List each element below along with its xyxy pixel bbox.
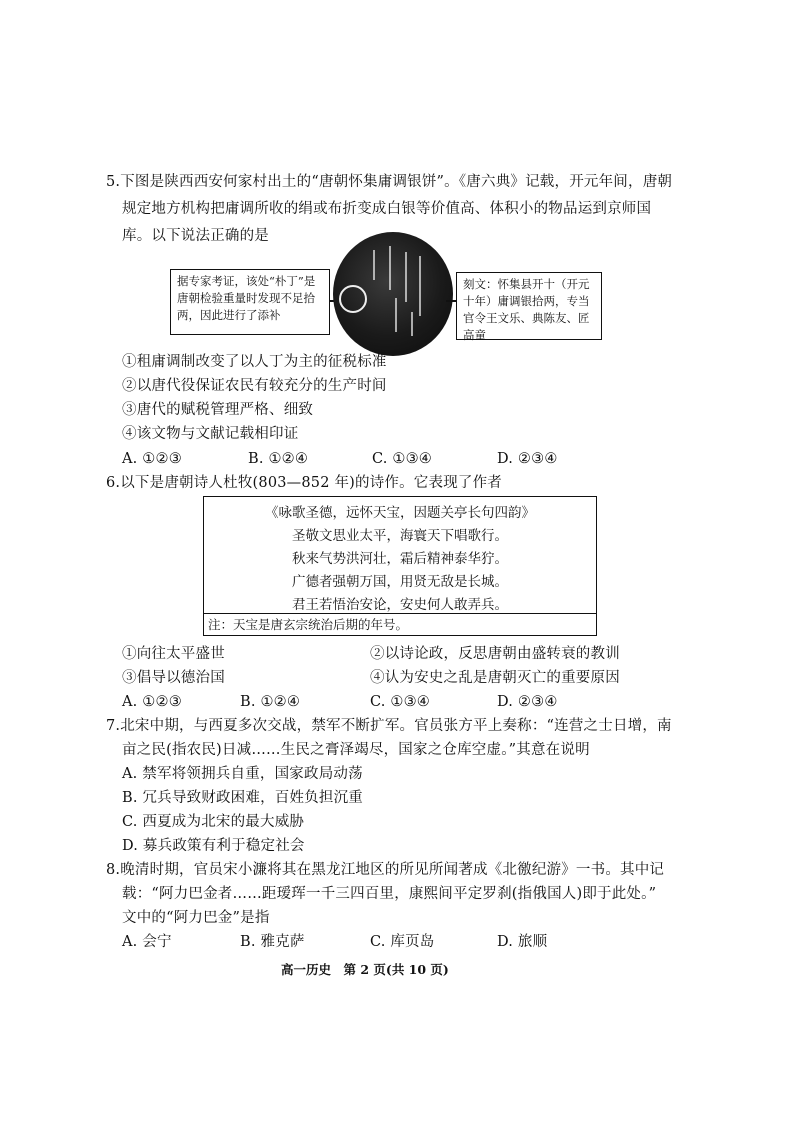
poem-line-3: 广德者强朝万国，用贤无敌是长城。	[292, 574, 508, 590]
q5-option-a[interactable]: A. ①②③	[122, 451, 182, 467]
q7-stem-line-2: 亩之民(指农民)日减……生民之膏泽竭尽，国家之仓库空虚。”其意在说明	[122, 742, 590, 758]
q6-option-d[interactable]: D. ②③④	[497, 694, 558, 710]
q6-option-c[interactable]: C. ①③④	[370, 694, 430, 710]
q6-statement-3: ③倡导以德治国	[122, 670, 225, 686]
q6-statement-1: ①向往太平盛世	[122, 646, 225, 662]
poem-note: 注：天宝是唐玄宗统治后期的年号。	[204, 613, 596, 635]
q5-stem-line-2: 规定地方机构把庸调所收的绢或布折变成白银等价值高、体积小的物品运到京师国	[122, 201, 652, 217]
q5-callout-right: 刻文：怀集县开十（开元十年）庸调银拾两，专当官令王文乐、典陈友、匠高童	[456, 272, 602, 340]
q5-stem-line-3: 库。以下说法正确的是	[122, 228, 269, 244]
q5-callout-left: 据专家考证，该处“朴丁”是唐朝检验重量时发现不足拾两，因此进行了添补	[170, 269, 330, 335]
q5-statement-3: ③唐代的赋税管理严格、细致	[122, 402, 314, 418]
q8-option-c[interactable]: C. 库页岛	[370, 934, 435, 950]
q7-option-b[interactable]: B. 冗兵导致财政困难，百姓负担沉重	[122, 790, 363, 806]
q5-statement-4: ④该文物与文献记载相印证	[122, 426, 299, 442]
q6-statement-4: ④认为安史之乱是唐朝灭亡的重要原因	[370, 670, 620, 686]
q5-option-d[interactable]: D. ②③④	[497, 451, 558, 467]
poem-line-1: 圣敬文思业太平，海寰天下唱歌行。	[292, 528, 508, 544]
poem-title: 《咏歌圣德，远怀天宝，因题关亭长句四韵》	[265, 505, 535, 521]
q6-statement-2: ②以诗论政，反思唐朝由盛转衰的教训	[370, 646, 620, 662]
q7-stem-line-1: 7.北宋中期，与西夏多次交战，禁军不断扩军。官员张方平上奏称：“连营之士日增，南	[106, 718, 672, 734]
q6-poem-box	[203, 496, 597, 636]
q8-option-d[interactable]: D. 旅顺	[497, 934, 548, 950]
q5-option-b[interactable]: B. ①②④	[248, 451, 309, 467]
q8-stem-line-2: 载：“阿力巴金者……距瑷珲一千三四百里，康熙间平定罗刹(指俄国人)即于此处。”	[122, 886, 657, 902]
q5-statement-2: ②以唐代役保证农民有较充分的生产时间	[122, 378, 387, 394]
q8-stem-line-3: 文中的“阿力巴金”是指	[122, 910, 270, 926]
q7-option-c[interactable]: C. 西夏成为北宋的最大威胁	[122, 814, 305, 830]
q5-stem-line-1: 5.下图是陕西西安何家村出土的“唐朝怀集庸调银饼”。《唐六典》记载，开元年间，唐朝	[106, 174, 673, 190]
q5-option-c[interactable]: C. ①③④	[372, 451, 432, 467]
q5-statement-1: ①租庸调制改变了以人丁为主的征税标准	[122, 354, 387, 370]
poem-line-4: 君王若悟治安论，安史何人敢弄兵。	[292, 597, 508, 613]
q6-option-b[interactable]: B. ①②④	[240, 694, 301, 710]
q7-option-d[interactable]: D. 募兵政策有利于稳定社会	[122, 838, 305, 854]
q6-stem: 6.以下是唐朝诗人杜牧(803—852 年)的诗作。它表现了作者	[106, 475, 503, 491]
q7-option-a[interactable]: A. 禁军将领拥兵自重，国家政局动荡	[122, 766, 363, 782]
q6-option-a[interactable]: A. ①②③	[122, 694, 182, 710]
q8-stem-line-1: 8.晚清时期，官员宋小濂将其在黑龙江地区的所见所闻著成《北徼纪游》一书。其中记	[106, 862, 665, 878]
page-footer: 高一历史 第 2 页(共 10 页)	[281, 962, 449, 977]
silver-cake-marked-area	[339, 285, 367, 313]
q8-option-a[interactable]: A. 会宁	[122, 934, 172, 950]
q8-option-b[interactable]: B. 雅克萨	[240, 934, 305, 950]
poem-line-2: 秋来气势洪河壮，霜后精神泰华狞。	[292, 551, 508, 567]
